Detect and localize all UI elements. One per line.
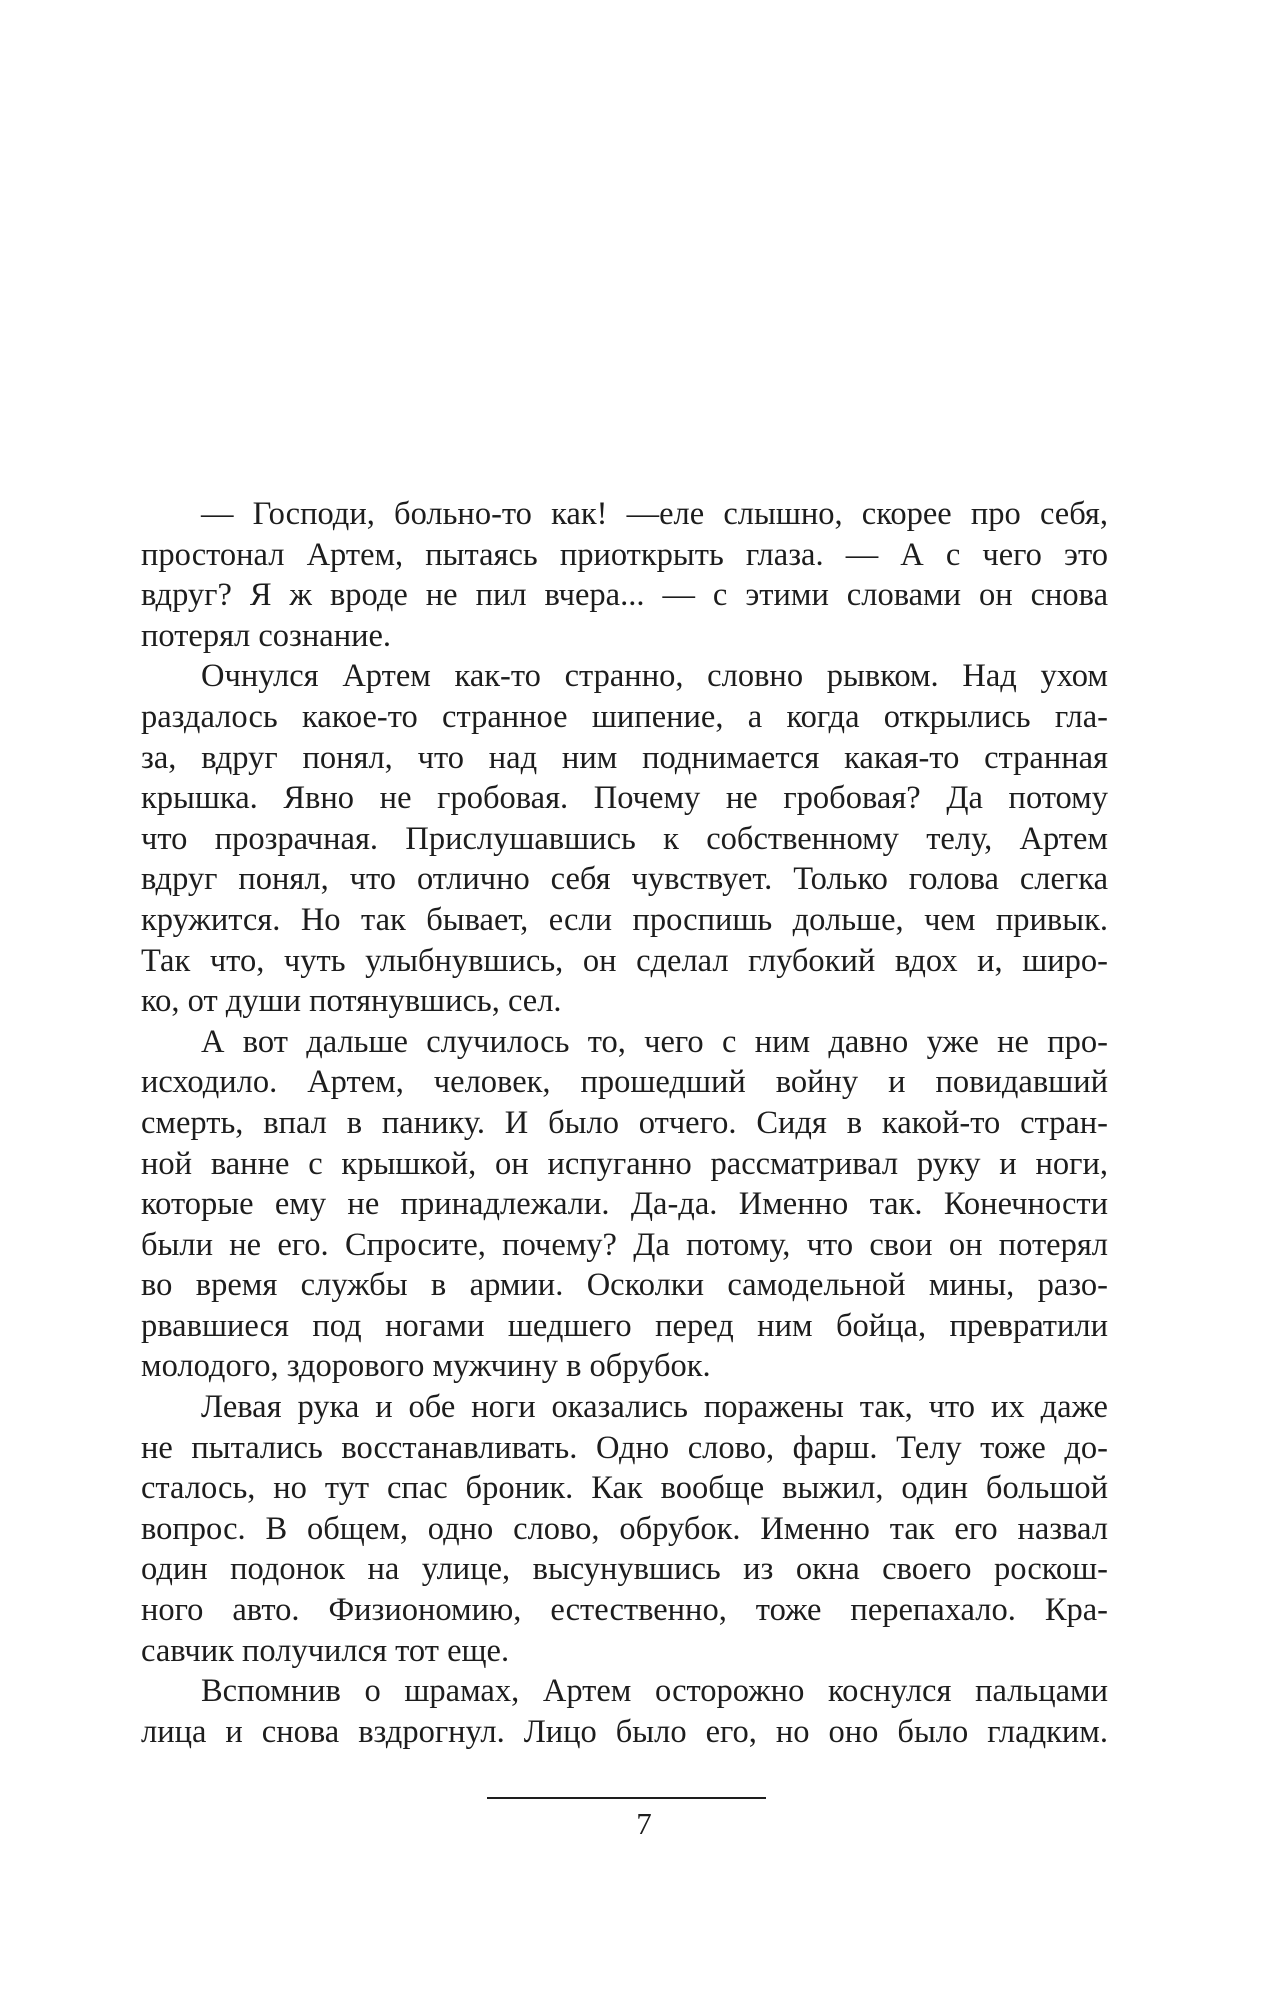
text-line: не пытались восстанавливать. Одно слово, фарш. Телу тоже до-	[141, 1429, 1108, 1466]
text-line: раздалось какое-то странное шипение, а когда открылись гла-	[141, 698, 1108, 735]
text-line: которые ему не принадлежали. Да-да. Именно так. Конечности	[141, 1186, 1108, 1223]
text-line: Так что, чуть улыбнувшись, он сделал глубокий вдох и, широ-	[141, 942, 1108, 979]
footer-rule	[487, 1797, 766, 1799]
text-line: один подонок на улице, высунувшись из окна своего роскош-	[141, 1551, 1108, 1588]
text-line: во время службы в армии. Осколки самодельной мины, разо-	[141, 1267, 1108, 1304]
text-line: исходило. Артем, человек, прошедший войну и повидавший	[141, 1064, 1108, 1101]
text-line: ной ванне с крышкой, он испуганно рассматривал руку и ноги,	[141, 1145, 1108, 1182]
text-line: — Господи, больно-то как! —еле слышно, скорее про себя,	[201, 496, 1108, 532]
text-line: потерял сознание.	[141, 617, 392, 654]
text-line: кружится. Но так бывает, если проспишь дольше, чем привык.	[141, 901, 1108, 938]
text-line: А вот дальше случилось то, чего с ним давно уже не про-	[201, 1023, 1108, 1060]
text-line: Вспомнив о шрамах, Артем осторожно коснулся пальцами	[201, 1673, 1108, 1710]
text-line: ного авто. Физиономию, естественно, тоже перепахало. Кра-	[141, 1592, 1108, 1629]
text-line: ко, от души потянувшись, сел.	[141, 983, 562, 1020]
text-line: молодого, здорового мужчину в обрубок.	[141, 1348, 711, 1385]
text-line: Левая рука и обе ноги оказались поражены так, что их даже	[201, 1389, 1108, 1426]
text-line: Очнулся Артем как-то странно, словно рывком. Над ухом	[201, 658, 1108, 695]
text-line: савчик получился тот еще.	[141, 1632, 510, 1669]
text-line: смерть, впал в панику. И было отчего. Сидя в какой-то стран-	[141, 1104, 1108, 1141]
text-line: вопрос. В общем, одно слово, обрубок. Именно так его назвал	[141, 1510, 1108, 1547]
text-line: крышка. Явно не гробовая. Почему не гробовая? Да потому	[141, 780, 1108, 817]
text-line: за, вдруг понял, что над ним поднимается какая-то странная	[141, 739, 1108, 776]
text-line: что прозрачная. Прислушавшись к собственному телу, Артем	[141, 820, 1108, 857]
text-line: сталось, но тут спас броник. Как вообще выжил, один большой	[141, 1470, 1108, 1507]
text-line: вдруг? Я ж вроде не пил вчера... — с этими словами он снова	[141, 577, 1108, 614]
text-line: лица и снова вздрогнул. Лицо было его, но оно было гладким.	[141, 1713, 1108, 1750]
text-line: вдруг понял, что отлично себя чувствует. Только голова слегка	[141, 861, 1108, 898]
text-line: были не его. Спросите, почему? Да потому, что свои он потерял	[141, 1226, 1108, 1263]
body-text	[141, 494, 1108, 1752]
page-number: 7	[636, 1806, 652, 1841]
text-line: рвавшиеся под ногами шедшего перед ним бойца, превратили	[141, 1307, 1108, 1344]
text-line: простонал Артем, пытаясь приоткрыть глаза. — А с чего это	[141, 536, 1108, 573]
